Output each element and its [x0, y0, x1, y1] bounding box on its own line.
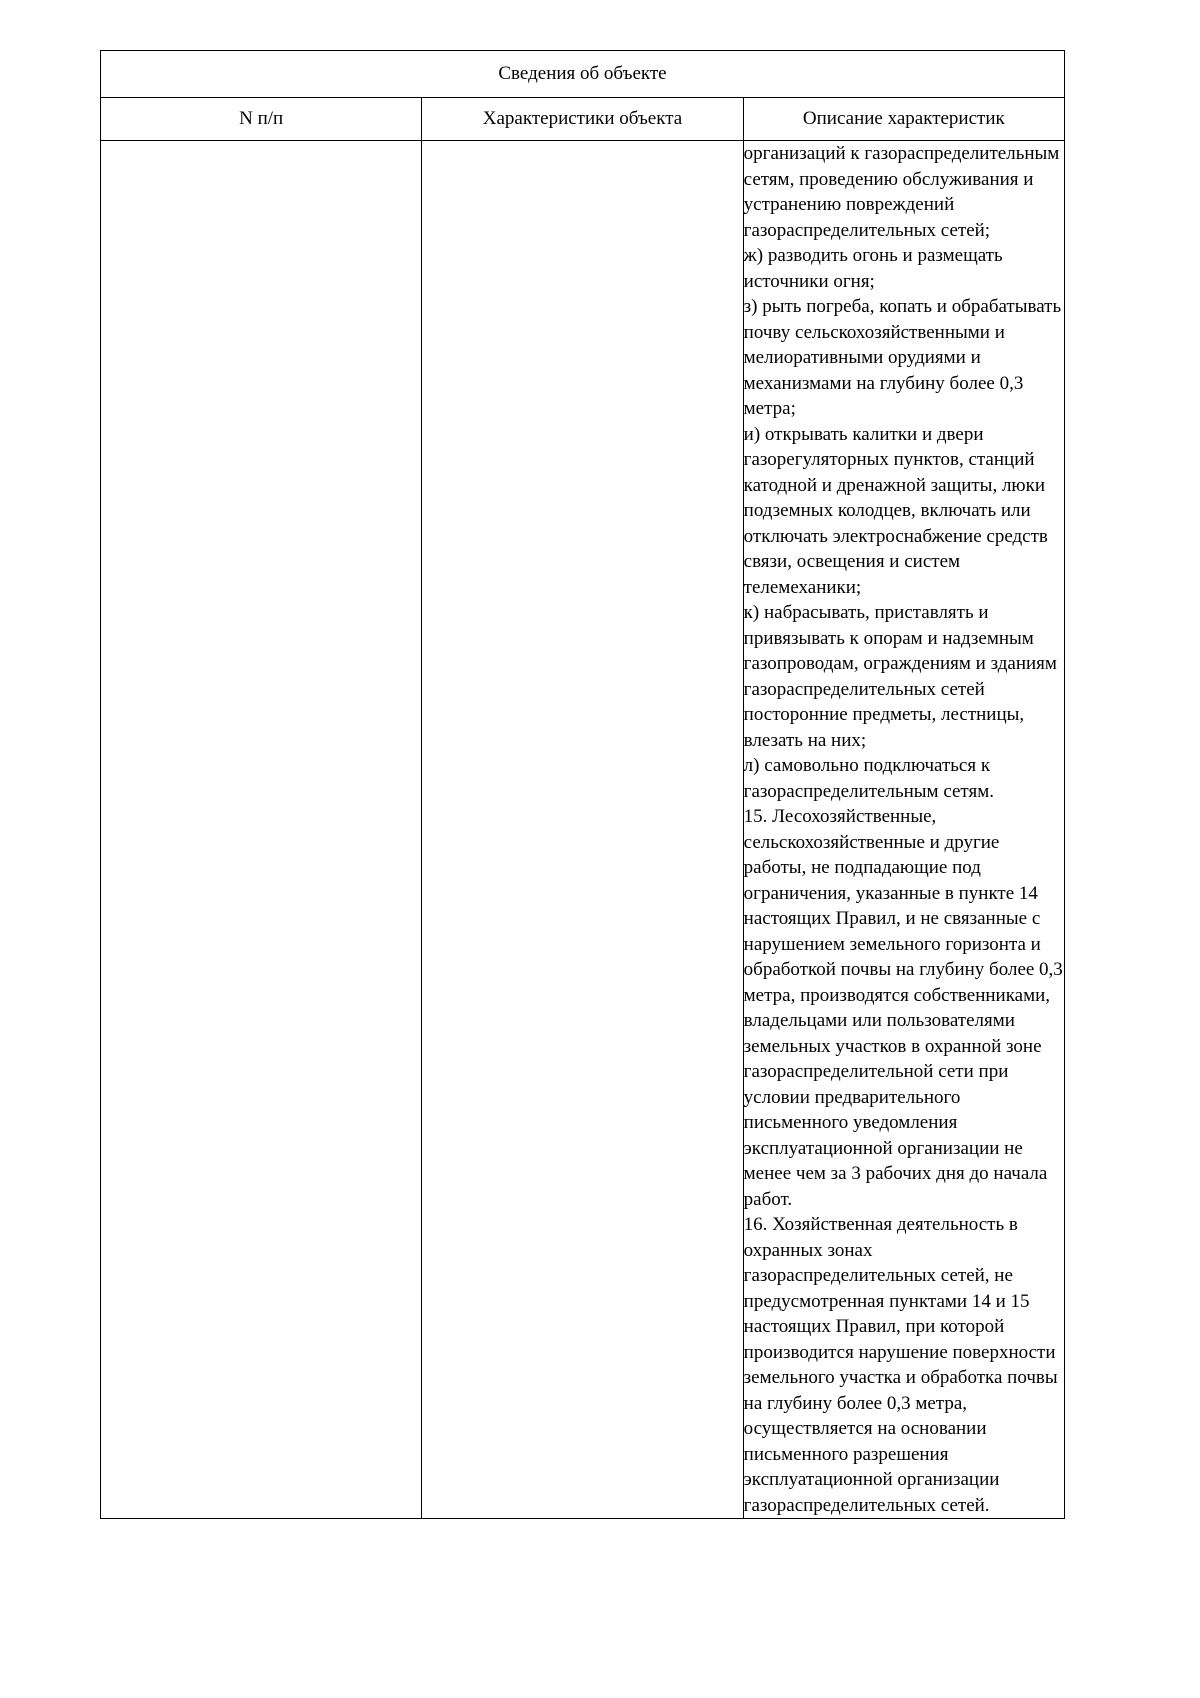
description-paragraph: з) рыть погреба, копать и обрабатывать почву сельскохозяйственными и мелиоративными орудиями и механизмами на глубину более 0,3 метра; [743, 296, 1062, 419]
cell-description [743, 141, 1064, 1519]
document-page [100, 50, 1065, 1519]
cell-num [101, 141, 422, 1519]
table-row [101, 141, 1065, 1519]
description-paragraph: 15. Лесохозяйственные, сельскохозяйственные и другие работы, не подпадающие под ограничения, указанные в пункте 14 настоящих Правил, и не связанные с нарушением земельного горизонта и обработкой почвы на глубину более 0,3 метра, производятся собственниками, владельцами или пользователями земельных участков в охранной зоне газораспределительной сети при условии предварительного письменного уведомления эксплуатационной организации не менее чем за 3 рабочих дня до начала работ. [743, 806, 1063, 1210]
description-paragraph: л) самовольно подключаться к газораспределительным сетям. [743, 755, 994, 802]
table-title-row [101, 51, 1065, 98]
description-paragraph: ж) разводить огонь и размещать источники огня; [743, 245, 1003, 292]
description-paragraph: и) открывать калитки и двери газорегуляторных пунктов, станций катодной и дренажной защиты, люки подземных колодцев, включать или отключать электроснабжение средств связи, освещения и систем телемеханики; [743, 423, 1048, 598]
column-header-num: N п/п [101, 98, 422, 141]
table-header-row [101, 98, 1065, 141]
description-paragraph: к) набрасывать, приставлять и привязывать к опорам и надземным газопроводам, ограждениям и зданиям газораспределительных сетей посторонние предметы, лестницы, влезать на них; [743, 602, 1057, 751]
cell-characteristics [422, 141, 743, 1519]
object-info-table [100, 50, 1065, 1519]
table-title: Сведения об объекте [101, 51, 1065, 98]
description-paragraph: 16. Хозяйственная деятельность в охранных зонах газораспределительных сетей, не предусмотренная пунктами 14 и 15 настоящих Правил, при которой производится нарушение поверхности земельного участка и обработка почвы на глубину более 0,3 метра, осуществляется на основании письменного разрешения эксплуатационной организации газораспределительных сетей. [743, 1214, 1058, 1516]
description-paragraph: организаций к газораспределительным сетям, проведению обслуживания и устранению повреждений газораспределительных сетей; [743, 143, 1060, 241]
column-header-description: Описание характеристик [743, 98, 1064, 141]
column-header-characteristics: Характеристики объекта [422, 98, 743, 141]
